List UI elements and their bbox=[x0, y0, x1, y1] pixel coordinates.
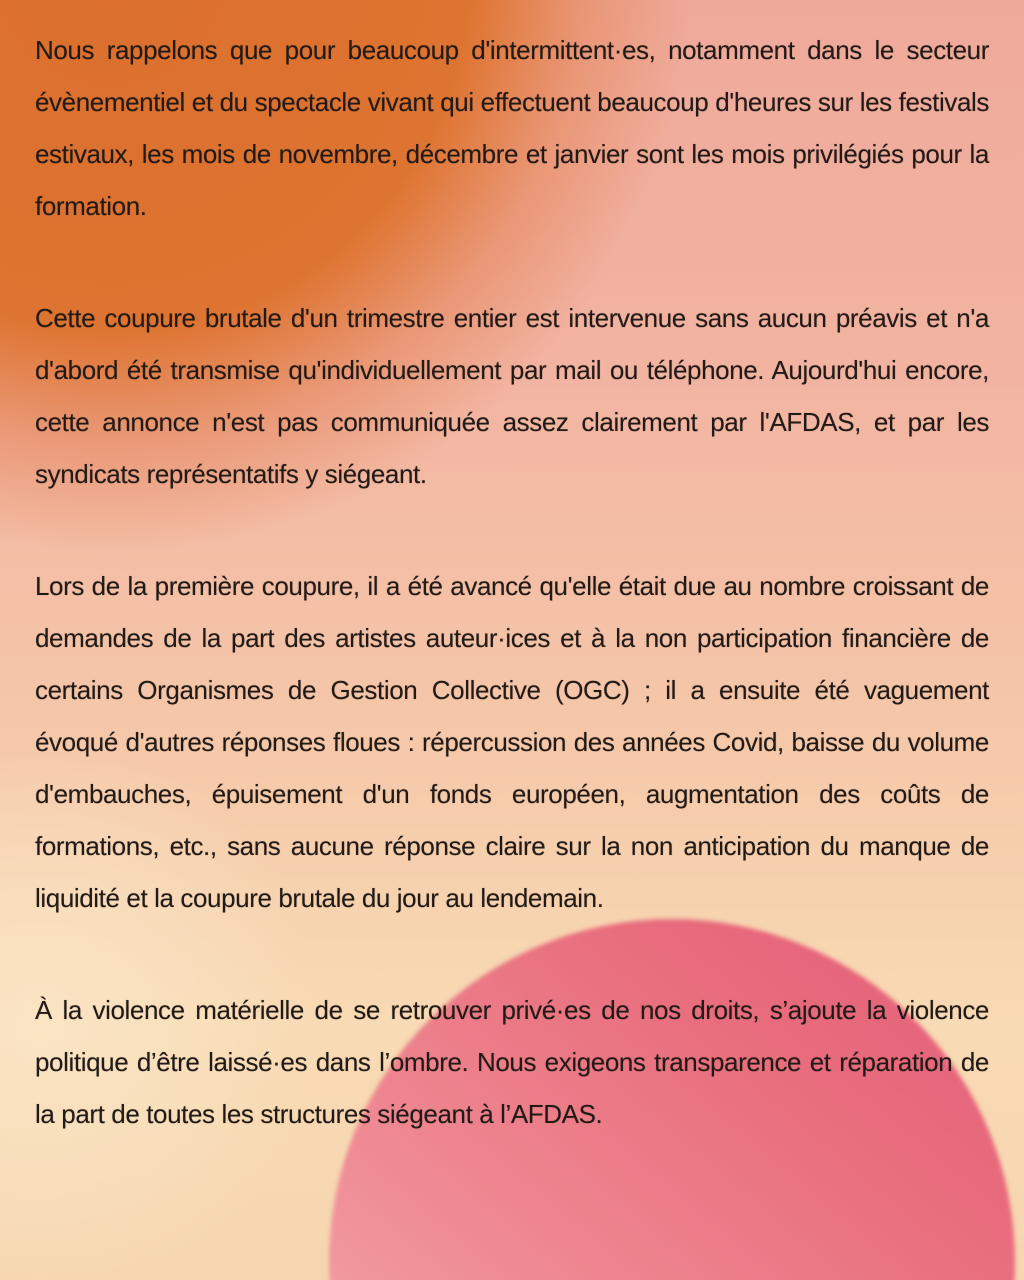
paragraph-premiere-coupure: Lors de la première coupure, il a été avancé qu'elle était due au nombre croissant de demandes de la part des artistes auteur·ices et à la non participation financière de certains Organismes de Gestion Collective (OGC) ; il a ensuite été vaguement évoqué d'autres réponses floues : répercussion des années Covid, baisse du volume d'embauches, épuisement d'un fonds européen, augmentation des coûts de formations, etc., sans aucune réponse claire sur la non anticipation du manque de liquidité et la coupure brutale du jour au lendemain. bbox=[35, 571, 989, 913]
paragraph-violence-exigence: À la violence matérielle de se retrouver privé·es de nos droits, s’ajoute la violence politique d’être laissé·es dans l’ombre. Nous exigeons transparence et réparation de la part de toutes les structures siégeant à l’AFDAS. bbox=[35, 995, 989, 1129]
paragraph-formation-months: Nous rappelons que pour beaucoup d'intermittent·es, notamment dans le secteur évènementiel et du spectacle vivant qui effectuent beaucoup d'heures sur les festivals estivaux, les mois de novembre, décembre et janvier sont les mois privilégiés pour la formation. bbox=[35, 35, 989, 221]
paragraph-coupure-brutale: Cette coupure brutale d'un trimestre entier est intervenue sans aucun préavis et n'a d'abord été transmise qu'individuellement par mail ou téléphone. Aujourd'hui encore, cette annonce n'est pas communiquée assez clairement par l'AFDAS, et par les syndicats représentatifs y siégeant. bbox=[35, 303, 989, 489]
text-content bbox=[35, 24, 989, 1140]
